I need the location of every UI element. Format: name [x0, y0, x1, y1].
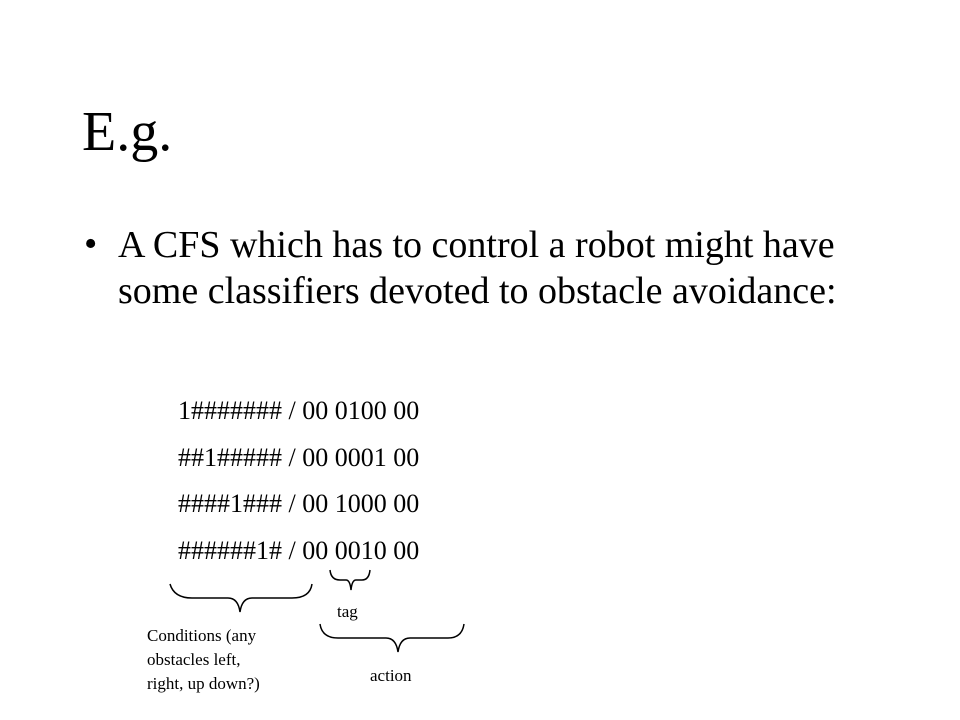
classifier-rule-2: ##1##### / 00 0001 00 [178, 443, 420, 472]
classifier-rule-4: ######1# / 00 0010 00 [178, 536, 420, 565]
conditions-label-line-2: obstacles left, [147, 650, 241, 669]
classifier-rule-1: 1####### / 00 0100 00 [178, 396, 420, 425]
slide-title: E.g. [82, 101, 173, 163]
classifier-rule-3: ####1### / 00 1000 00 [178, 489, 420, 518]
bullet-marker: • [84, 223, 98, 265]
action-label: action [370, 666, 412, 685]
tag-label: tag [337, 602, 358, 621]
tag-brace [330, 570, 370, 590]
action-brace [320, 624, 464, 652]
bullet-text: A CFS which has to control a robot might have some classifiers devoted to obstacle avoidance: [118, 224, 837, 312]
conditions-label-line-1: Conditions (any [147, 626, 257, 645]
conditions-label-line-3: right, up down?) [147, 674, 260, 693]
conditions-brace [170, 584, 312, 612]
